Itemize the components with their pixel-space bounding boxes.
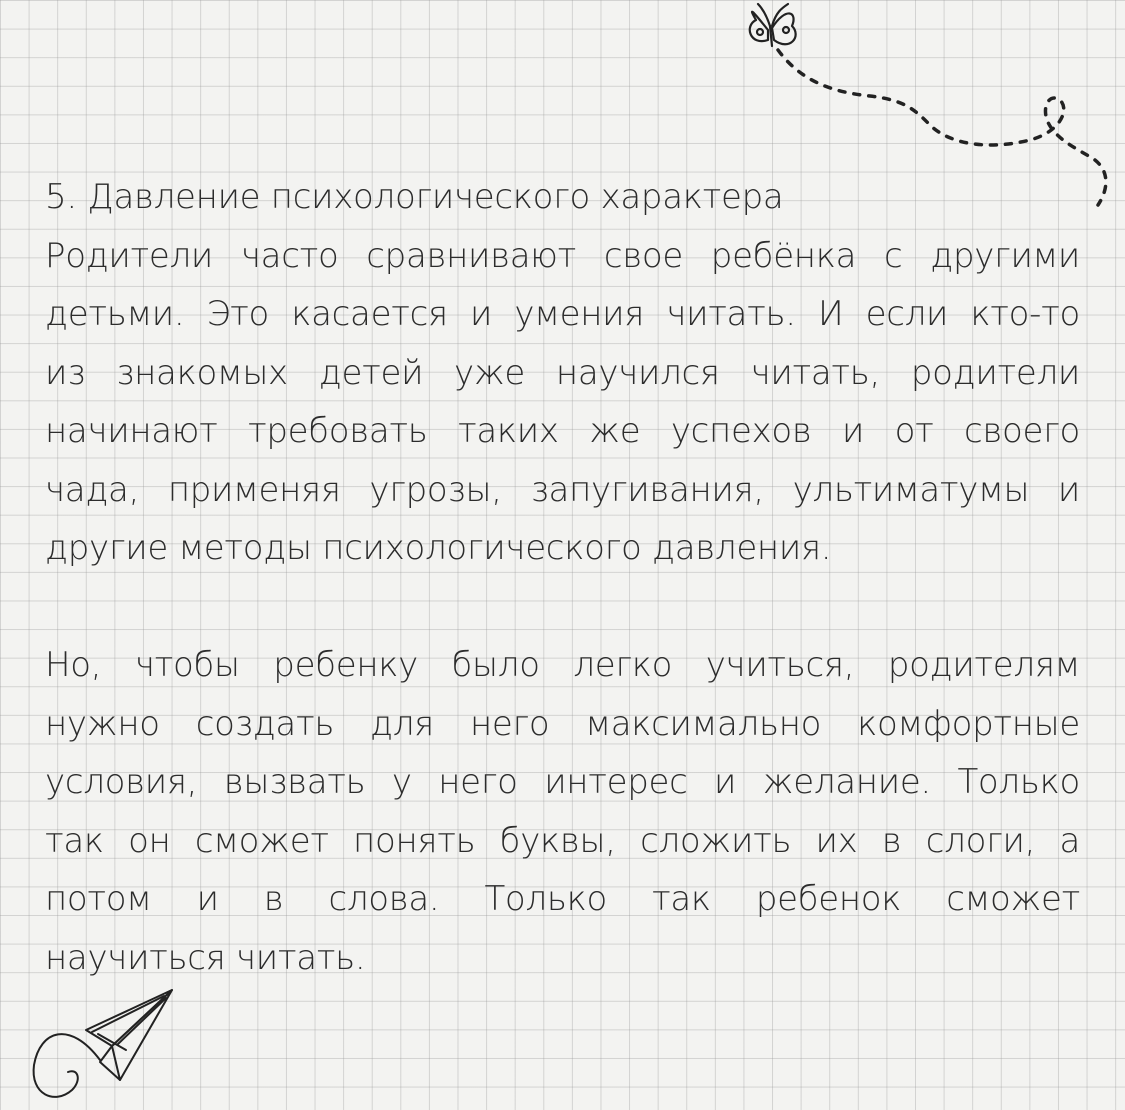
paragraph-1 [45, 227, 1080, 578]
section-heading: 5. Давление психологического характера [45, 177, 784, 217]
butterfly-icon [750, 4, 796, 46]
paragraph-line: Но, чтобы ребенку было легко учиться, родителям [45, 645, 1080, 685]
paragraph-line: так он сможет понять буквы, сложить их в слоги, а [45, 820, 1080, 861]
paragraph-spacer [45, 578, 1080, 637]
paragraph-line: начинают требовать таких же успехов и от своего [45, 411, 1080, 451]
paragraph-line: потом и в слова. Только так ребенок сможет [45, 879, 1080, 919]
paragraph-line: Родители часто сравнивают свое ребёнка с другими [45, 235, 1080, 276]
paragraph-line: другие методы психологического давления. [45, 528, 832, 568]
paragraph-line: условия, вызвать у него интерес и желание. Только [45, 762, 1080, 802]
paragraph-line: научиться читать. [45, 937, 366, 978]
paragraph-line: детьми. Это касается и умения читать. И если кто-то [45, 294, 1080, 334]
text-content [45, 168, 1080, 987]
paragraph-line: нужно создать для него максимально комфортные [45, 703, 1080, 744]
paragraph-line: чада, применяя угрозы, запугивания, ультиматумы и [45, 469, 1080, 510]
paper-plane-icon [34, 990, 172, 1097]
paragraph-line: из знакомых детей уже научился читать, родители [45, 352, 1080, 393]
paragraph-2 [45, 636, 1080, 987]
